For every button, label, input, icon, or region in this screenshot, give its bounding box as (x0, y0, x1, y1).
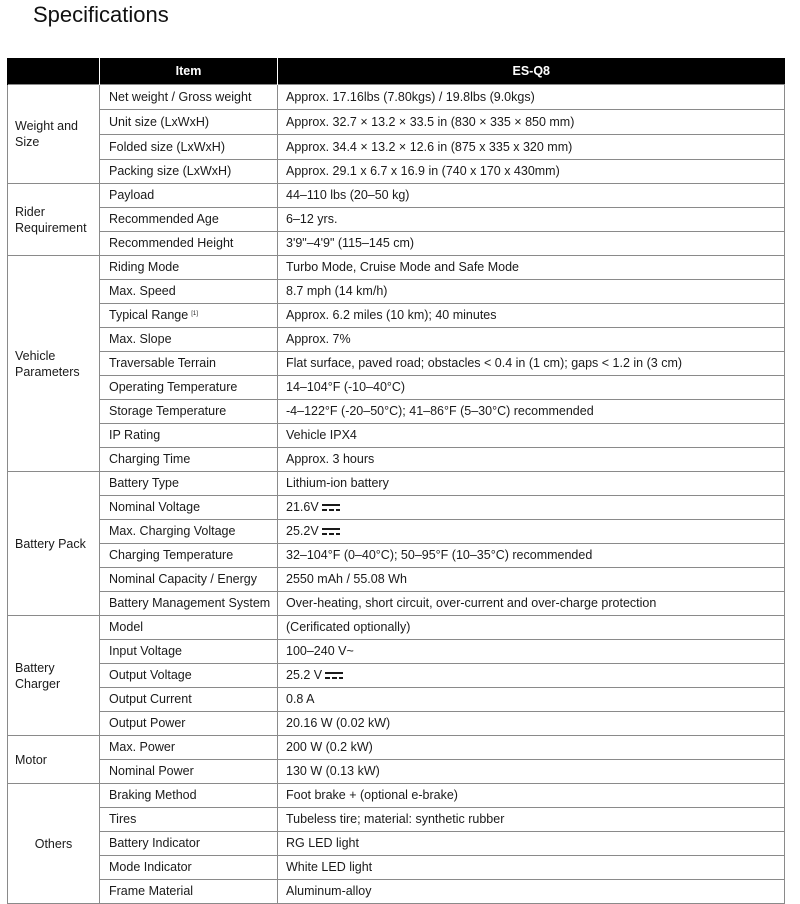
table-row (8, 880, 785, 904)
spec-value: Approx. 3 hours (278, 448, 785, 472)
spec-item: Tires (100, 808, 278, 832)
spec-item: Unit size (LxWxH) (100, 110, 278, 135)
table-row (8, 664, 785, 688)
group-label-others: Others (8, 784, 100, 904)
spec-item: Nominal Capacity / Energy (100, 568, 278, 592)
header-group-cell (8, 58, 100, 85)
spec-item: Mode Indicator (100, 856, 278, 880)
spec-value: White LED light (278, 856, 785, 880)
header-model: ES-Q8 (278, 58, 785, 85)
table-row (8, 760, 785, 784)
spec-value: Foot brake + (optional e-brake) (278, 784, 785, 808)
table-row (8, 616, 785, 640)
table-row (8, 135, 785, 160)
page-title: Specifications (33, 2, 169, 27)
spec-item: IP Rating (100, 424, 278, 448)
table-row (8, 736, 785, 760)
table-row (8, 400, 785, 424)
spec-value-cell (278, 520, 785, 544)
spec-value: (Cerificated optionally) (278, 616, 785, 640)
spec-item-label: Typical Range (109, 308, 189, 322)
spec-value: 21.6V (286, 500, 319, 514)
table-row (8, 832, 785, 856)
header-item: Item (100, 58, 278, 85)
spec-value: Over-heating, short circuit, over-current and over-charge protection (278, 592, 785, 616)
table-row (8, 448, 785, 472)
spec-item: Braking Method (100, 784, 278, 808)
table-row (8, 280, 785, 304)
table-row (8, 352, 785, 376)
spec-item: Battery Indicator (100, 832, 278, 856)
spec-item: Recommended Height (100, 232, 278, 256)
table-row (8, 304, 785, 328)
spec-item-typical-range (100, 304, 278, 328)
table-row (8, 856, 785, 880)
table-row (8, 808, 785, 832)
spec-item: Max. Power (100, 736, 278, 760)
spec-item: Recommended Age (100, 208, 278, 232)
spec-value: 200 W (0.2 kW) (278, 736, 785, 760)
spec-value: 25.2 V (286, 668, 323, 682)
spec-value: 100–240 V~ (278, 640, 785, 664)
table-row (8, 520, 785, 544)
spec-item: Net weight / Gross weight (100, 85, 278, 110)
spec-value: 32–104°F (0–40°C); 50–95°F (10–35°C) recommended (278, 544, 785, 568)
spec-item: Charging Time (100, 448, 278, 472)
spec-value: 20.16 W (0.02 kW) (278, 712, 785, 736)
table-row (8, 160, 785, 184)
table-row (8, 544, 785, 568)
table-row (8, 256, 785, 280)
table-row (8, 328, 785, 352)
table-row (8, 472, 785, 496)
table-row (8, 85, 785, 110)
table-row (8, 568, 785, 592)
spec-item: Output Current (100, 688, 278, 712)
spec-item: Packing size (LxWxH) (100, 160, 278, 184)
table-row (8, 712, 785, 736)
specifications-table (7, 58, 785, 904)
spec-item: Model (100, 616, 278, 640)
spec-item: Max. Slope (100, 328, 278, 352)
spec-value: 0.8 A (278, 688, 785, 712)
spec-value-cell (278, 664, 785, 688)
spec-value: Turbo Mode, Cruise Mode and Safe Mode (278, 256, 785, 280)
spec-value: Approx. 7% (278, 328, 785, 352)
spec-item: Riding Mode (100, 256, 278, 280)
spec-value: 2550 mAh / 55.08 Wh (278, 568, 785, 592)
spec-value: 14–104°F (-10–40°C) (278, 376, 785, 400)
spec-item: Operating Temperature (100, 376, 278, 400)
spec-value: Aluminum-alloy (278, 880, 785, 904)
spec-value-cell (278, 496, 785, 520)
table-row (8, 110, 785, 135)
spec-value: Lithium-ion battery (278, 472, 785, 496)
spec-item: Payload (100, 184, 278, 208)
spec-item: Folded size (LxWxH) (100, 135, 278, 160)
spec-value: RG LED light (278, 832, 785, 856)
spec-value: 25.2V (286, 524, 319, 538)
dc-current-icon (325, 672, 343, 679)
spec-value: 3'9"–4'9" (115–145 cm) (278, 232, 785, 256)
group-label-motor: Motor (8, 736, 100, 784)
spec-item: Output Power (100, 712, 278, 736)
group-label-weight-size: Weight and Size (8, 85, 100, 184)
table-row (8, 376, 785, 400)
table-row (8, 592, 785, 616)
table-row (8, 208, 785, 232)
spec-item: Charging Temperature (100, 544, 278, 568)
table-row (8, 184, 785, 208)
spec-value: Vehicle IPX4 (278, 424, 785, 448)
group-label-vehicle-parameters: Vehicle Parameters (8, 256, 100, 472)
footnote-marker: [1] (191, 311, 198, 317)
spec-item: Storage Temperature (100, 400, 278, 424)
spec-value: Approx. 34.4 × 13.2 × 12.6 in (875 x 335 x 320 mm) (278, 135, 785, 160)
spec-value: 6–12 yrs. (278, 208, 785, 232)
spec-item: Frame Material (100, 880, 278, 904)
spec-value: Approx. 32.7 × 13.2 × 33.5 in (830 × 335 × 850 mm) (278, 110, 785, 135)
table-row (8, 640, 785, 664)
spec-item: Output Voltage (100, 664, 278, 688)
spec-value: Approx. 29.1 x 6.7 x 16.9 in (740 x 170 x 430mm) (278, 160, 785, 184)
spec-value: 44–110 lbs (20–50 kg) (278, 184, 785, 208)
spec-value: Flat surface, paved road; obstacles < 0.4 in (1 cm); gaps < 1.2 in (3 cm) (278, 352, 785, 376)
table-row (8, 496, 785, 520)
table-header-row (8, 58, 785, 85)
group-label-battery-charger: Battery Charger (8, 616, 100, 736)
spec-item: Battery Management System (100, 592, 278, 616)
spec-value: Tubeless tire; material: synthetic rubber (278, 808, 785, 832)
spec-value: Approx. 17.16lbs (7.80kgs) / 19.8lbs (9.0kgs) (278, 85, 785, 110)
group-label-rider-requirement: Rider Requirement (8, 184, 100, 256)
table-row (8, 688, 785, 712)
table-row (8, 424, 785, 448)
spec-item: Battery Type (100, 472, 278, 496)
spec-value: Approx. 6.2 miles (10 km); 40 minutes (278, 304, 785, 328)
table-row (8, 232, 785, 256)
dc-current-icon (322, 504, 340, 511)
spec-item: Traversable Terrain (100, 352, 278, 376)
table-row (8, 784, 785, 808)
spec-item: Max. Speed (100, 280, 278, 304)
spec-value: 8.7 mph (14 km/h) (278, 280, 785, 304)
spec-item: Input Voltage (100, 640, 278, 664)
group-label-battery-pack: Battery Pack (8, 472, 100, 616)
spec-item: Max. Charging Voltage (100, 520, 278, 544)
spec-item: Nominal Power (100, 760, 278, 784)
spec-item: Nominal Voltage (100, 496, 278, 520)
spec-value: -4–122°F (-20–50°C); 41–86°F (5–30°C) recommended (278, 400, 785, 424)
spec-value: 130 W (0.13 kW) (278, 760, 785, 784)
dc-current-icon (322, 528, 340, 535)
